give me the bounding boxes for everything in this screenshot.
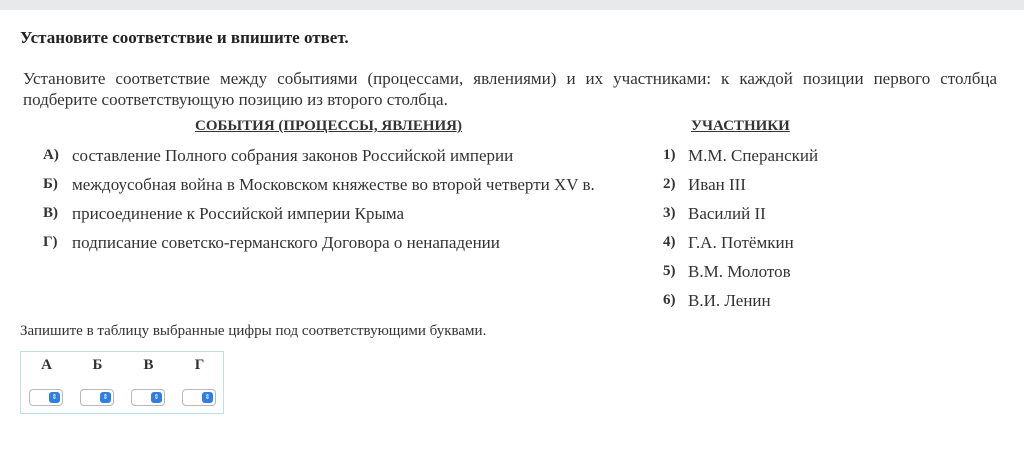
participants-column-header: УЧАСТНИКИ [691,118,790,134]
answer-select-g[interactable] [182,389,216,406]
event-letter: Б) [43,176,58,192]
answer-header-g: Г [194,357,205,373]
answer-select-a[interactable] [29,389,63,406]
answer-header-b: Б [92,357,103,373]
updown-chevron-icon: ⇕ [100,392,111,403]
event-text: подписание советско-германского Договора о ненападении [72,233,500,252]
participant-number: 6) [663,292,676,308]
participant-number: 5) [663,263,676,279]
participant-number: 3) [663,205,676,221]
participant-name: Василий II [688,204,766,223]
participant-name: Иван III [688,175,746,194]
event-letter: Г) [43,234,58,250]
event-text: междоусобная война в Московском княжестве во второй четверти XV в. [72,175,595,194]
event-text: присоединение к Российской империи Крыма [72,204,405,223]
participant-number: 1) [663,147,676,163]
answer-table [20,351,224,414]
updown-chevron-icon: ⇕ [49,392,60,403]
participant-number: 2) [663,176,676,192]
top-bar [0,0,1024,10]
event-letter: В) [43,205,58,221]
participant-name: Г.А. Потёмкин [688,233,794,252]
updown-chevron-icon: ⇕ [151,392,162,403]
answer-header-v: В [143,357,154,373]
participant-name: М.М. Сперанский [688,146,819,165]
events-column-header: СОБЫТИЯ (ПРОЦЕССЫ, ЯВЛЕНИЯ) [195,118,462,134]
updown-chevron-icon: ⇕ [202,392,213,403]
task-instructions: Установите соответствие между событиями (процессами, явлениями) и их участниками: к каждой позиции первого столбца подберите соответствующую позицию из второго столбца. [23,69,997,109]
answer-header-a: А [41,357,52,373]
event-letter: А) [43,147,59,163]
event-text: составление Полного собрания законов Российской империи [72,146,514,165]
participant-name: В.М. Молотов [688,262,791,281]
participant-number: 4) [663,234,676,250]
task-title: Установите соответствие и впишите ответ. [20,28,349,47]
participant-name: В.И. Ленин [688,291,771,310]
answer-select-b[interactable] [80,389,114,406]
answer-instruction: Запишите в таблицу выбранные цифры под соответствующими буквами. [20,323,487,339]
answer-select-v[interactable] [131,389,165,406]
